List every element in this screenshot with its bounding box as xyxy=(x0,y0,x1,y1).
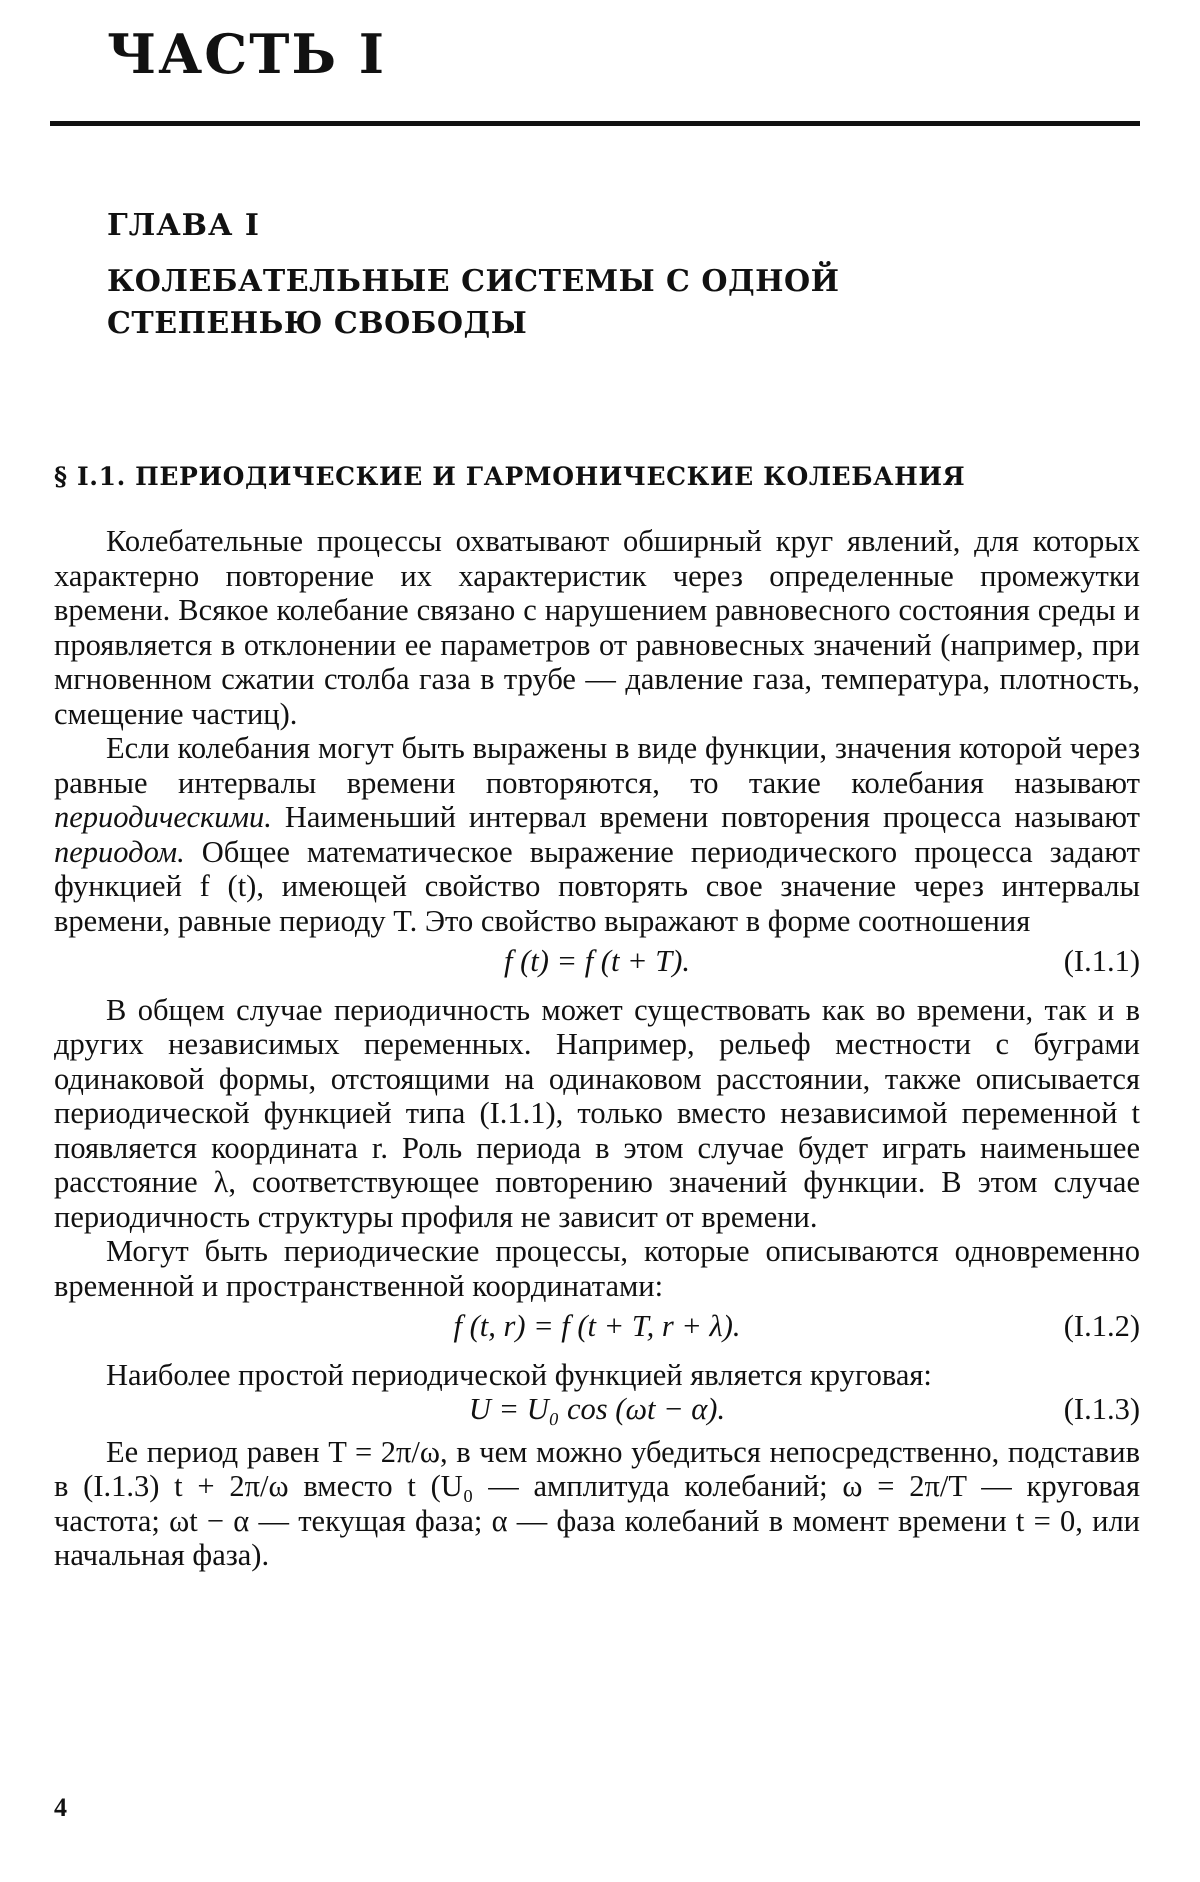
chapter-title-line-1: КОЛЕБАТЕЛЬНЫЕ СИСТЕМЫ С ОДНОЙ xyxy=(107,264,840,299)
equation-1 xyxy=(54,944,1140,979)
paragraph-3: В общем случае периодичность может существовать как во времени, так и в других независимых переменных. Например, рельеф местности с буграми одинаковой формы, отстоящими на одинаковом расстоянии, также описывается периодической функцией типа (I.1.1), только вместо независимой переменной t появляется координата r. Роль периода в этом случае будет играть наименьшее расстояние λ, соответствующее повторению значений функции. В этом случае периодичность структуры профиля не зависит от времени. xyxy=(54,992,1140,1234)
equation-1-number: (I.1.1) xyxy=(1063,944,1140,978)
equation-2 xyxy=(54,1309,1140,1344)
paragraph-6: Ее период равен T = 2π/ω, в чем можно убедиться непосредственно, подставив в (I.1.3) t + 2π/ω вместо t (U₀ — амплитуда колебаний; ω = 2π/T — круговая частота; ωt − α — текущая фаза; α — фаза колебаний в момент времени t = 0, или начальная фаза). xyxy=(54,1434,1140,1572)
chapter-number: ГЛАВА I xyxy=(107,208,260,243)
paragraph-2-part-c: Общее математическое выражение периодического процесса задают функцией f (t), имеющей свойство повторять свое значение через интервалы времени, равные периоду T. Это свойство выражают в форме соотношения xyxy=(54,834,1140,938)
part-title: ЧАСТЬ I xyxy=(107,22,387,86)
paragraph-5: Наиболее простой периодической функцией является круговая: xyxy=(106,1357,932,1392)
paragraph-2 xyxy=(54,731,1140,938)
equation-3-number: (I.1.3) xyxy=(1063,1392,1140,1426)
section-title: § I.1. ПЕРИОДИЧЕСКИЕ И ГАРМОНИЧЕСКИЕ КОЛЕБАНИЯ xyxy=(54,462,966,491)
equation-2-number: (I.1.2) xyxy=(1063,1309,1140,1343)
paragraph-4: Могут быть периодические процессы, которые описываются одновременно временной и пространственной координатами: xyxy=(54,1234,1140,1303)
equation-3-expression: U = U₀ cos (ωt − α). xyxy=(468,1392,726,1426)
body-text xyxy=(54,524,1140,1573)
equation-3 xyxy=(54,1392,1140,1427)
equation-1-expression: f (t) = f (t + T). xyxy=(503,944,691,978)
term-period: периодом. xyxy=(54,834,185,869)
paragraph-2-part-b: Наименьший интервал времени повторения процесса называют xyxy=(271,800,1140,834)
page-number: 4 xyxy=(54,1793,67,1822)
part-divider-rule xyxy=(50,121,1140,126)
term-periodic: периодическими. xyxy=(54,800,272,834)
chapter-heading xyxy=(107,208,840,345)
paragraph-1: Колебательные процессы охватывают обширный круг явлений, для которых характерно повторение их характеристик через определенные промежутки времени. Всякое колебание связано с нарушением равновесного состояния среды и проявляется в отклонении ее параметров от равновесных значений (например, при мгновенном сжатии столба газа в трубе — давление газа, температура, плотность, смещение частиц). xyxy=(54,524,1140,731)
equation-2-expression: f (t, r) = f (t + T, r + λ). xyxy=(453,1309,741,1343)
paragraph-2-part-a: Если колебания могут быть выражены в виде функции, значения которой через равные интервалы времени повторяются, то такие колебания называют xyxy=(54,731,1140,800)
chapter-title-line-2: СТЕПЕНЬЮ СВОБОДЫ xyxy=(107,306,528,341)
